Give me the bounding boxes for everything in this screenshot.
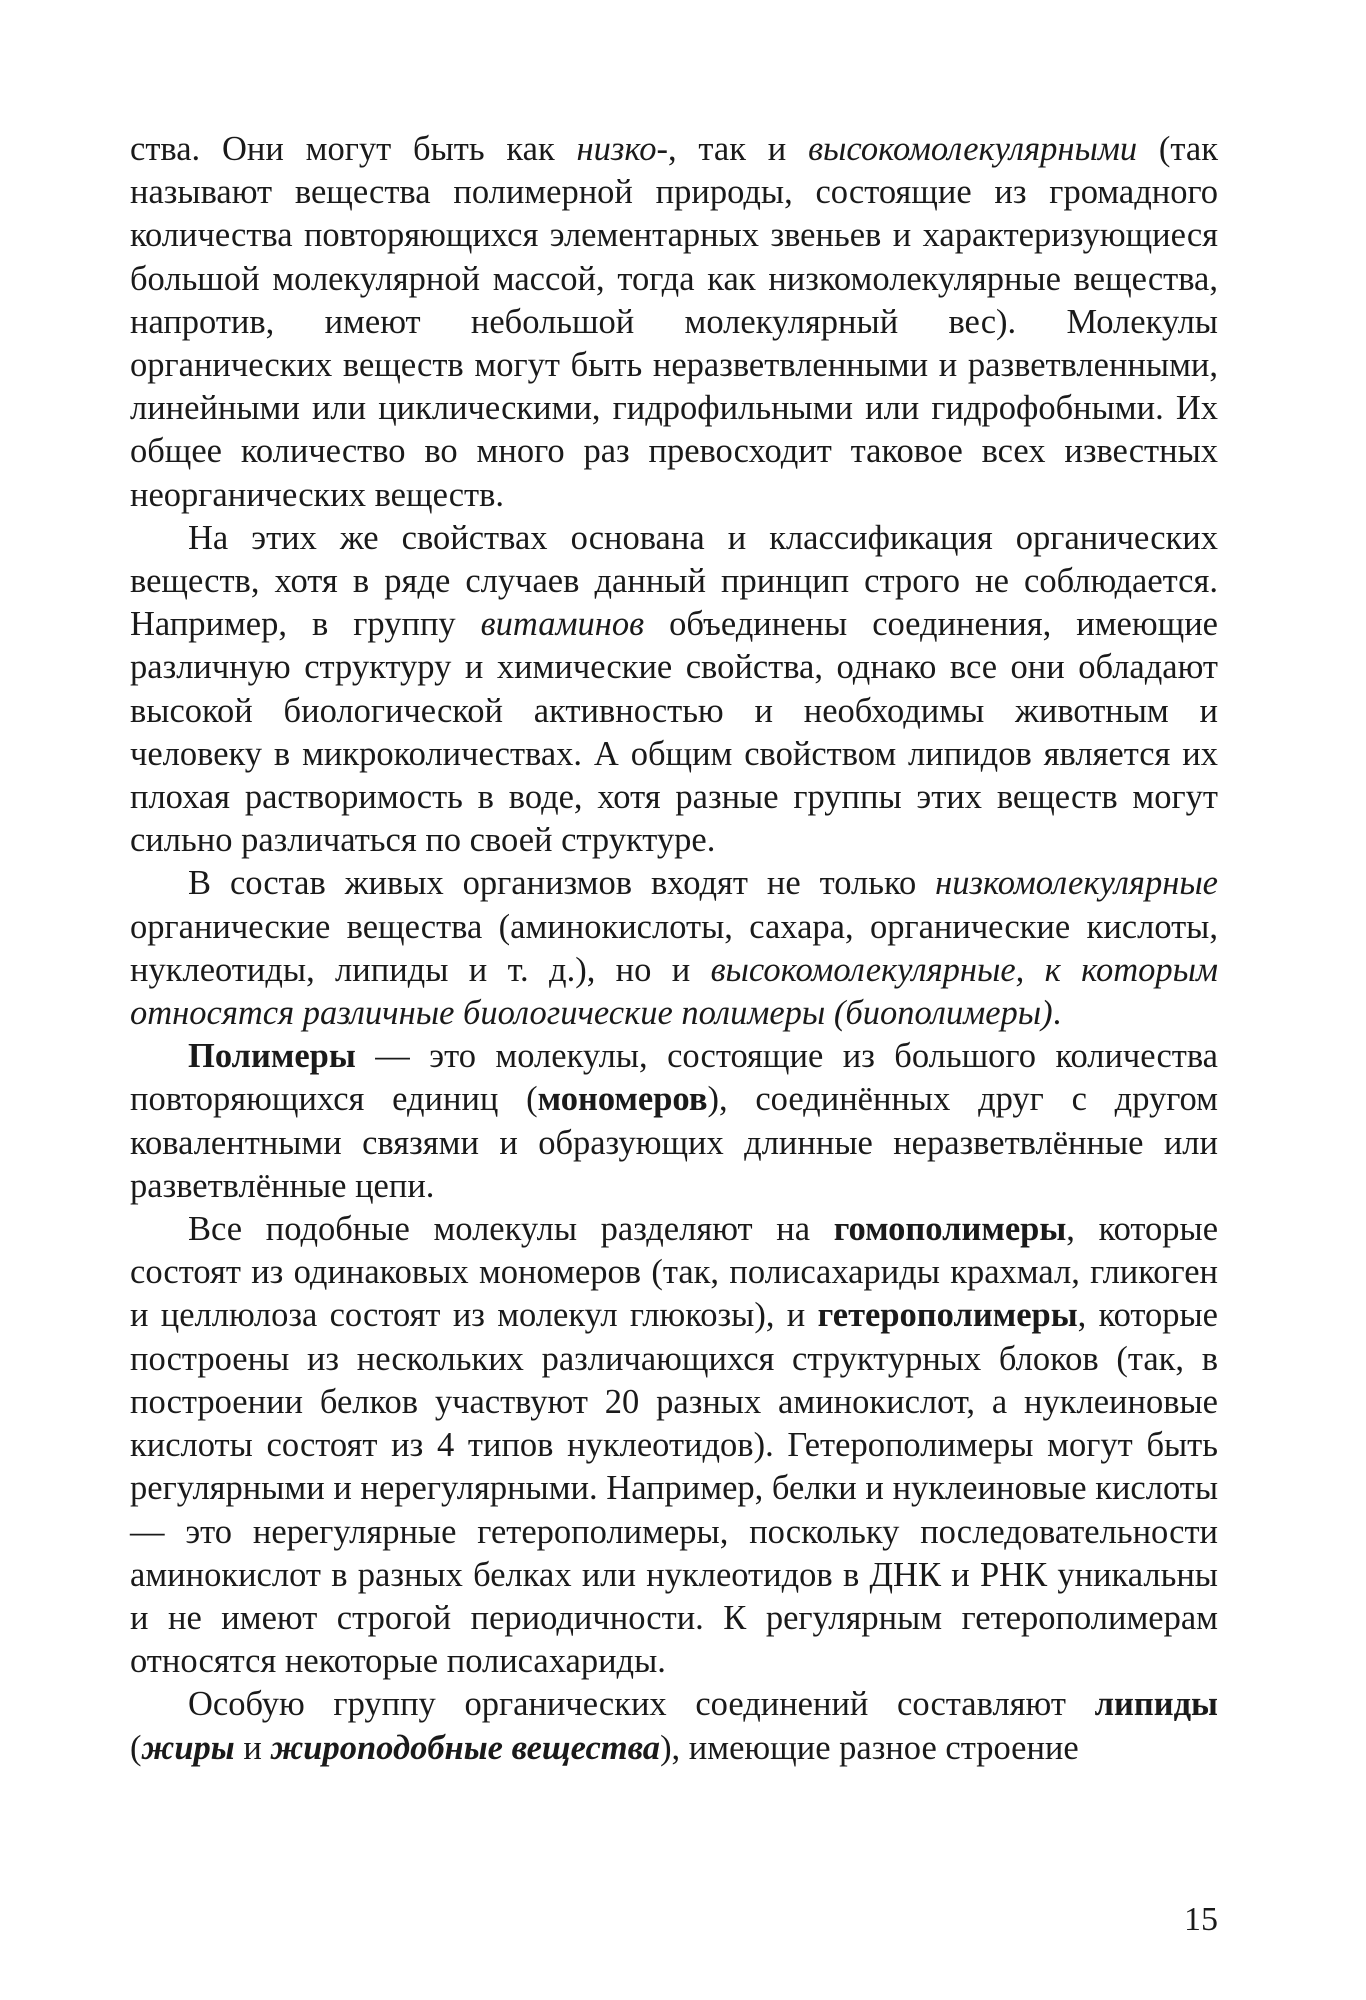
text-run: органические вещества (аминокислоты, сахара, органические кислоты, нуклеотиды, липиды и т. д.), но и [130, 907, 1218, 989]
bold-term: Полимеры [188, 1037, 356, 1076]
text-run: объединены соединения, имеющие различную структуру и химические свойства, однако все они обладают высокой биологической активностью и необходимы животным и человеку в микроколичествах. А общим свойством липидов является их плохая растворимость в воде, хотя разные группы этих веществ могут сильно различаться по своей структуре. [130, 605, 1218, 860]
paragraph [130, 517, 1218, 863]
paragraph [130, 1208, 1218, 1683]
bold-term: гомополимеры [833, 1210, 1067, 1249]
text-run: В состав живых организмов входят не только [188, 864, 936, 903]
paragraph [130, 1683, 1218, 1769]
text-run: ), соединённых друг с другом ковалентными связями и образующих длинные неразветвлённые или разветвлённые цепи. [130, 1080, 1218, 1205]
paragraph [130, 1035, 1218, 1208]
paragraph [130, 862, 1218, 1035]
text-run: Особую группу органических соединений составляют [188, 1685, 1095, 1724]
bold-italic-term [270, 1729, 660, 1767]
italic-term: высокомолекулярными [808, 130, 1138, 168]
bold-italic-term [142, 1729, 235, 1767]
paragraph [130, 128, 1218, 517]
text-run: и [234, 1728, 271, 1767]
text-run: ( [130, 1728, 142, 1767]
text-run: ства. Они могут быть как [130, 130, 577, 168]
text-run: На этих же свойствах основана и классификация органических веществ, хотя в ряде случаев данный принцип строго не соблюдается. Например, в группу [130, 518, 1218, 644]
text-run: — это молекулы, состоящие из большого количества повторяющихся единиц ( [130, 1037, 1218, 1119]
text-run: (так называют вещества полимерной природы, состоящие из громадного количества повторяющихся элементарных звеньев и характеризующиеся большой молекулярной массой, тогда как низкомолекулярные вещества, напротив, имеют небольшой молекулярный вес). Молекулы органических веществ могут быть неразветвленными и разветвленными, линейными или циклическими, гидрофильными или гидрофобными. Их общее количество во много раз превосходит таковое всех известных неорганических веществ. [130, 130, 1218, 514]
text-run: ), имеющие разное строение [660, 1728, 1079, 1767]
body-text [130, 128, 1218, 1770]
italic-term: высокомолекулярные, к которым относятся различные биологические полимеры (биополимеры) [130, 950, 1219, 1033]
text-run: Все подобные молекулы разделяют на [188, 1210, 834, 1249]
text-run: , которые состоят из одинаковых мономеров (так, полисахариды крахмал, гликоген и целлюлоза состоят из молекул глюкозы), и [130, 1210, 1219, 1335]
italic-term: витаминов [480, 605, 645, 644]
bold-term: липиды [1094, 1685, 1218, 1724]
bold-italic-term-text: жироподобные вещества [270, 1728, 661, 1767]
italic-term: низко [576, 130, 657, 168]
bold-term: гетерополимеры [817, 1296, 1078, 1335]
text-run: , которые построены из нескольких различающихся структурных блоков (так, в построении белков участвуют 20 разных аминокислот, а нуклеиновые кислоты состоят из 4 типов нуклеотидов). Гетерополимеры могут быть регулярными и нерегулярными. Например, белки и нуклеиновые кислоты — это нерегулярные гетерополимеры, поскольку последовательности аминокислот в разных белках или нуклеотидов в ДНК и РНК уникальны и не имеют строгой периодичности. К регулярным гетерополимерам относятся некоторые полисахариды. [130, 1296, 1218, 1681]
bold-term: мономеров [537, 1080, 708, 1119]
text-run: . [1052, 994, 1062, 1033]
italic-term: низкомолекулярные [935, 864, 1218, 903]
page-number: 15 [1184, 1901, 1218, 1938]
text-run: -, так и [656, 130, 809, 168]
bold-italic-term-text: жиры [141, 1728, 235, 1767]
